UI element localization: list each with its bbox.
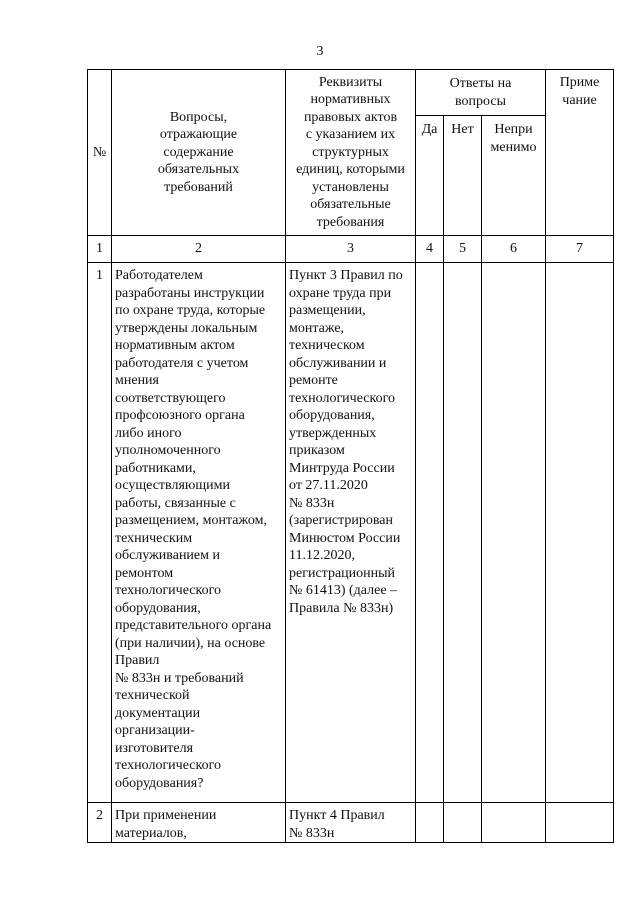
question-text: При применении материалов,	[112, 803, 286, 843]
row-number: 2	[88, 803, 112, 843]
header-row	[88, 70, 614, 116]
header-no-answer: Нет	[444, 116, 482, 236]
column-number: 2	[112, 236, 286, 263]
page-number: 3	[316, 44, 324, 59]
column-number: 5	[444, 236, 482, 263]
column-number: 1	[88, 236, 112, 263]
column-number-row	[88, 236, 614, 263]
answer-yes-cell[interactable]	[416, 803, 444, 843]
note-cell[interactable]	[546, 263, 614, 803]
table-row	[88, 803, 614, 843]
answer-no-cell[interactable]	[444, 263, 482, 803]
checklist-table	[87, 69, 614, 843]
row-number: 1	[88, 263, 112, 803]
column-number: 4	[416, 236, 444, 263]
header-questions: Вопросы, отражающие содержание обязательных требований	[112, 70, 286, 236]
header-not-applicable: Непри менимо	[482, 116, 546, 236]
table-row	[88, 263, 614, 803]
column-number: 7	[546, 236, 614, 263]
note-cell[interactable]	[546, 803, 614, 843]
column-number: 6	[482, 236, 546, 263]
question-text: Работодателем разработаны инструкции по охране труда, которые утверждены локальным нормативным актом работодателя с учетом мнения соответствующего профсоюзного органа либо иного уполномоченного работниками, осуществляющими работы, связанные с размещением, монтажом, техническим обслуживанием и ремонтом технологического оборудования, представительного органа (при наличии), на основе Правил № 833н и требований технической документации организации- изготовителя технологического оборудования?	[112, 263, 286, 803]
answer-not-applicable-cell[interactable]	[482, 263, 546, 803]
column-number: 3	[286, 236, 416, 263]
header-yes: Да	[416, 116, 444, 236]
answer-no-cell[interactable]	[444, 803, 482, 843]
header-no: №	[88, 70, 112, 236]
header-requisites: Реквизиты нормативных правовых актов с указанием их структурных единиц, которыми установлены обязательные требования	[286, 70, 416, 236]
requisites-text: Пункт 4 Правил № 833н	[286, 803, 416, 843]
header-answers: Ответы на вопросы	[416, 70, 546, 116]
answer-yes-cell[interactable]	[416, 263, 444, 803]
requisites-text: Пункт 3 Правил по охране труда при размещении, монтаже, техническом обслуживании и ремонте технологического оборудования, утвержденных приказом Минтруда России от 27.11.2020 № 833н (зарегистрирован Минюстом России 11.12.2020, регистрационный № 61413) (далее – Правила № 833н)	[286, 263, 416, 803]
answer-not-applicable-cell[interactable]	[482, 803, 546, 843]
header-note: Приме чание	[546, 70, 614, 236]
